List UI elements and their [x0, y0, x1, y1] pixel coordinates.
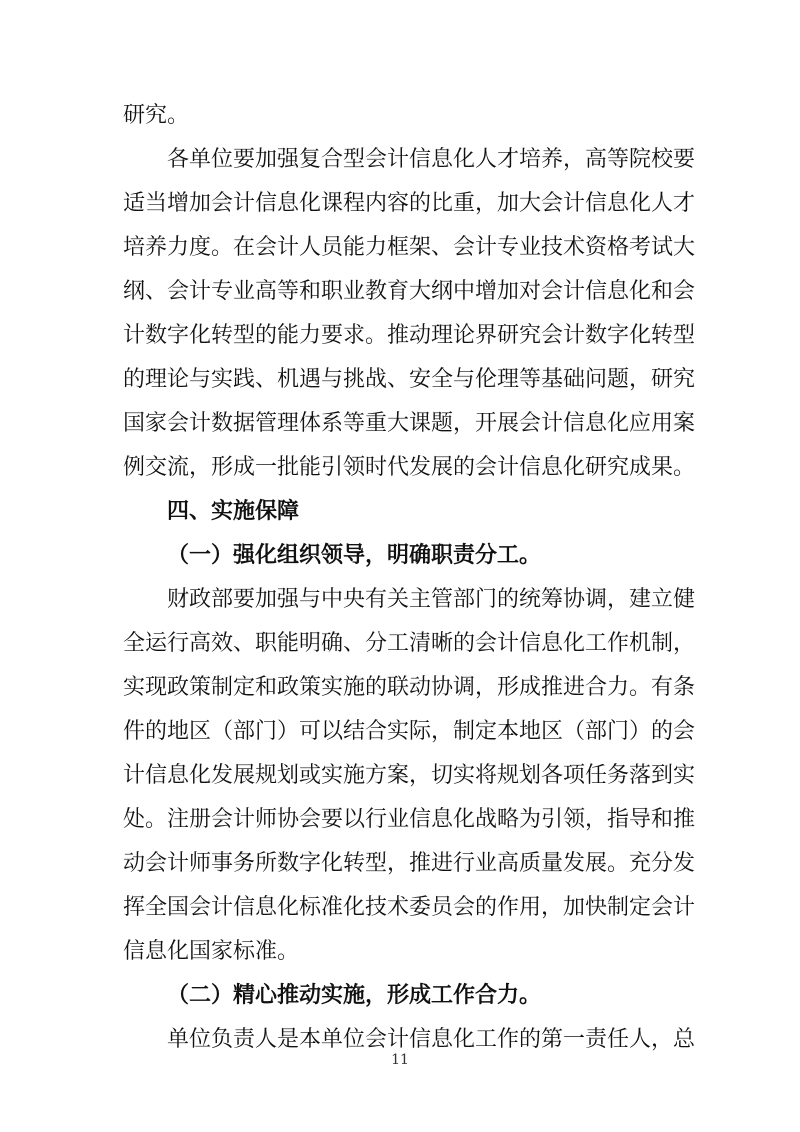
paragraph-line: 例交流，形成一批能引领时代发展的会计信息化研究成果。: [123, 455, 696, 480]
paragraph-line: 适当增加会计信息化课程内容的比重，加大会计信息化人才: [123, 191, 696, 216]
paragraph-line: 计信息化发展规划或实施方案，切实将规划各项任务落到实: [123, 763, 696, 788]
page-number: 11: [391, 1052, 409, 1068]
paragraph-line: 挥全国会计信息化标准化技术委员会的作用，加快制定会计: [123, 895, 696, 920]
paragraph-line: 各单位要加强复合型会计信息化人才培养，高等院校要: [167, 147, 696, 172]
subsection-heading: （一）强化组织领导，明确职责分工。: [167, 543, 542, 568]
paragraph-line: 纲、会计专业高等和职业教育大纲中增加对会计信息化和会: [123, 279, 696, 304]
paragraph-line: 信息化国家标准。: [123, 939, 300, 964]
paragraph-line: 单位负责人是本单位会计信息化工作的第一责任人，总: [167, 1027, 696, 1052]
paragraph-line: 实现政策制定和政策实施的联动协调，形成推进合力。有条: [123, 675, 696, 700]
paragraph-line: 的理论与实践、机遇与挑战、安全与伦理等基础问题，研究: [123, 367, 696, 392]
section-heading: 四、实施保障: [167, 499, 300, 524]
paragraph-line: 全运行高效、职能明确、分工清晰的会计信息化工作机制，: [123, 631, 696, 656]
paragraph-line: 财政部要加强与中央有关主管部门的统筹协调，建立健: [167, 587, 696, 612]
paragraph-line: 研究。: [123, 103, 190, 128]
subsection-heading: （二）精心推动实施，形成工作合力。: [167, 983, 542, 1008]
paragraph-line: 处。注册会计师协会要以行业信息化战略为引领，指导和推: [123, 807, 696, 832]
paragraph-line: 培养力度。在会计人员能力框架、会计专业技术资格考试大: [123, 235, 696, 260]
paragraph-line: 国家会计数据管理体系等重大课题，开展会计信息化应用案: [123, 411, 696, 436]
paragraph-line: 计数字化转型的能力要求。推动理论界研究会计数字化转型: [123, 323, 696, 348]
paragraph-line: 件的地区（部门）可以结合实际，制定本地区（部门）的会: [123, 719, 696, 744]
paragraph-line: 动会计师事务所数字化转型，推进行业高质量发展。充分发: [123, 851, 696, 876]
